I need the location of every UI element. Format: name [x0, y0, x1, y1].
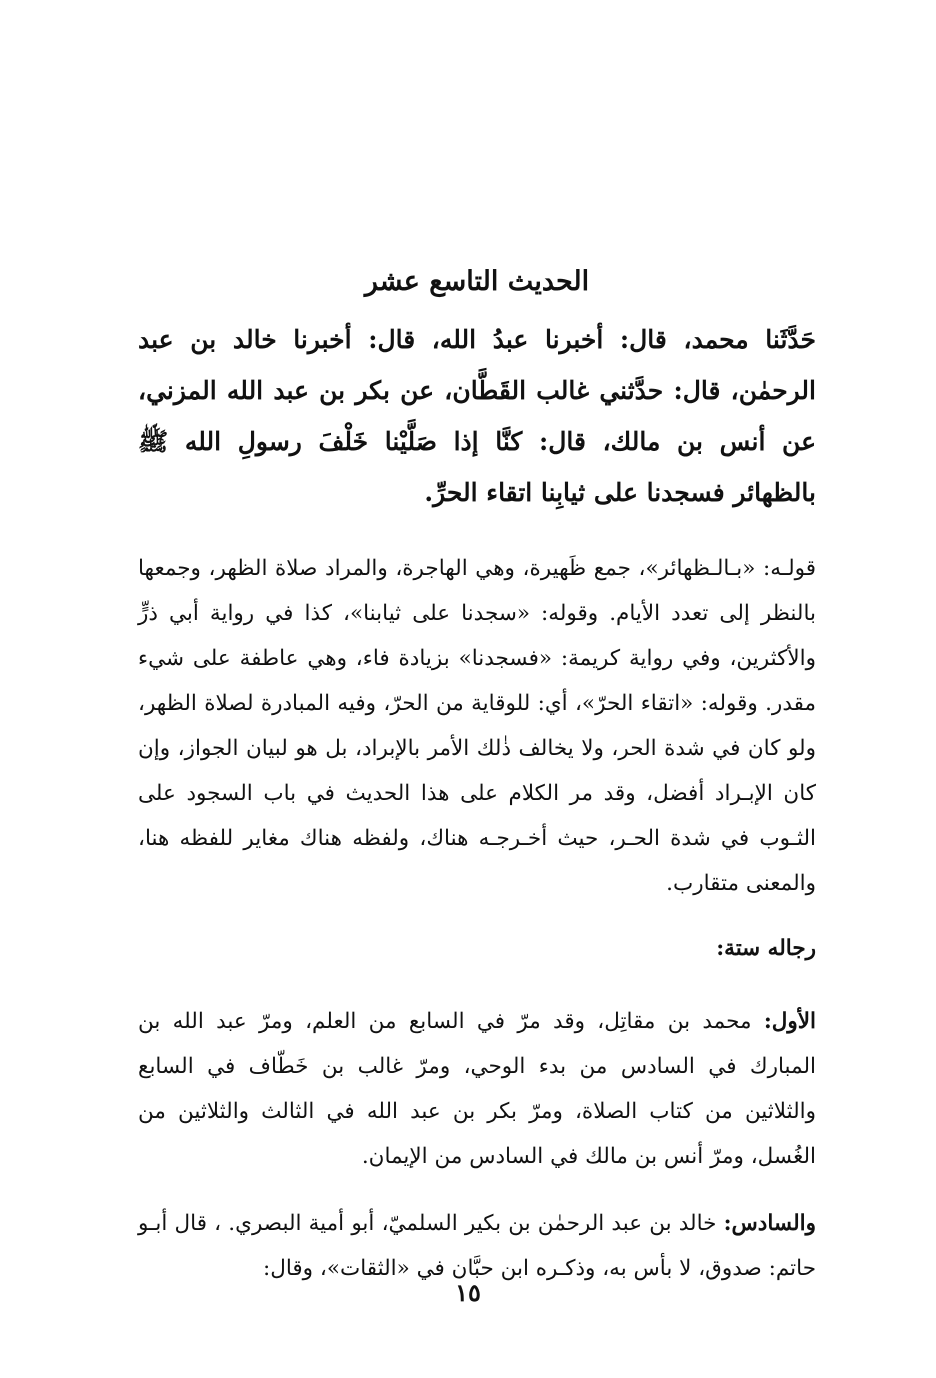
narrators-heading: رجاله ستة: [716, 936, 816, 961]
narrator-first-label: الأول: [763, 1009, 816, 1034]
narrator-first-paragraph [138, 999, 816, 1179]
narrator-sixth-text: خالد بن عبد الرحمٰن بن بكير السلميّ، أبو أمية البصري. ، قال أبـو حاتم: صدوق، لا بأس به، وذكـره ابن حبَّان في «الثقات»، وقال: [138, 1211, 816, 1281]
narrator-first-text: محمد بن مقاتِل، وقد مرّ في السابع من العلم، ومرّ عبد الله بن المبارك في السادس من بدء الوحي، ومرّ غالب بن خَطّاف في السابع والثلاثين من كتاب الصلاة، ومرّ بكر بن عبد الله في الثالث والثلاثين من الغُسل، ومرّ أنس بن مالك في السادس من الإيمان. [138, 1009, 816, 1169]
hadith-text: حَدَّثَنا محمد، قال: أخبرنا عبدُ الله، قال: أخبرنا خالد بن عبد الرحمٰن، قال: حدَّثني غالب القَطَّان، عن بكر بن عبد الله المزني، عن أنس بن مالك، قال: كنَّا إذا صَلَّيْنا خَلْفَ رسولِ الله ﷺ بالظهائر فسجدنا على ثيابِنا اتقاء الحرِّ. [138, 325, 816, 507]
paragraph-gap [138, 1179, 816, 1201]
page-number: ١٥ [455, 1278, 481, 1307]
commentary-paragraph: قولـه: «بـالـظهائر»، جمع ظَهيرة، وهي الهاجرة، والمراد صلاة الظهر، وجمعها بالنظر إلى تعدد الأيام. وقوله: «سجدنا على ثيابنا»، كذا في رواية أبي ذرٍّ والأكثرين، وفي رواية كريمة: «فسجدنا» بزيادة فاء، وهي عاطفة على شيء مقدر. وقوله: «اتقاء الحرّ»، أي: للوقاية من الحرّ، وفيه المبادرة لصلاة الظهر، ولو كان في شدة الحر، ولا يخالف ذٰلك الأمر بالإبراد، بل هو لبيان الجواز، وإن كان الإبـراد أفضل، وقد مر الكلام على هذا الحديث في باب السجود على الثـوب في شدة الحـر، حيث أخـرجـه هناك، ولفظه هناك مغاير للفظه هنا، والمعنى متقارب. [138, 556, 816, 896]
page-content [138, 262, 816, 1291]
hadith-title: الحديث التاسع عشر [364, 266, 590, 297]
narrator-sixth-label: والسادس: [723, 1211, 816, 1236]
